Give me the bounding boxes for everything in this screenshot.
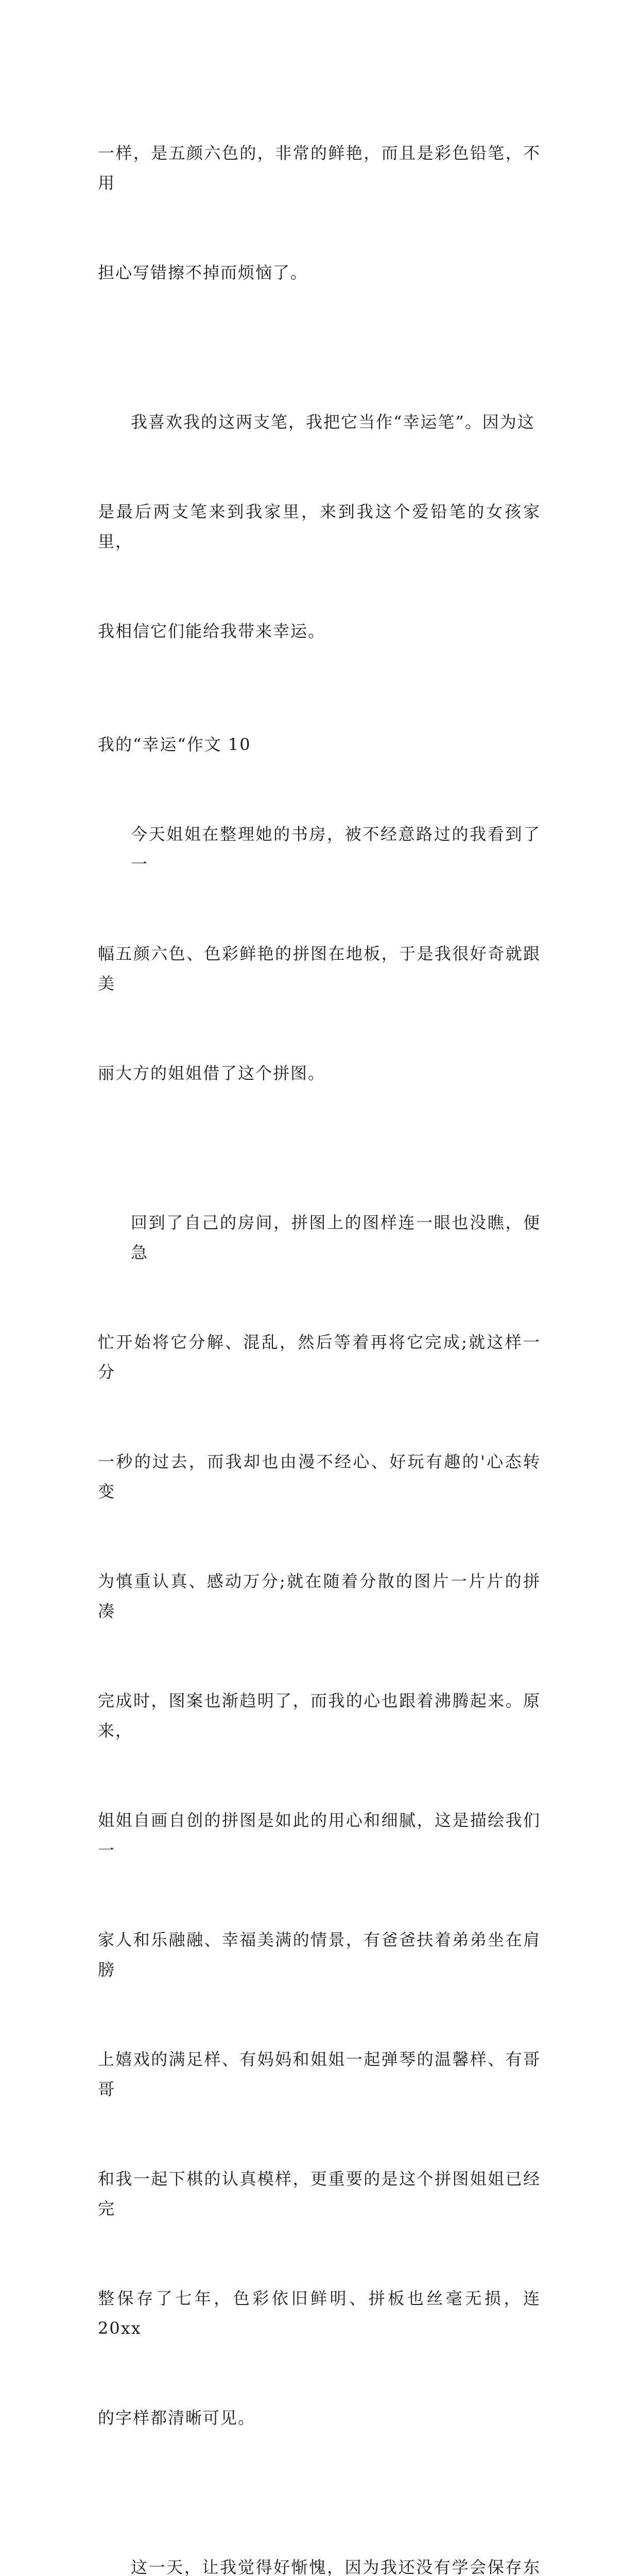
- text-line: 家人和乐融融、幸福美满的情景，有爸爸扶着弟弟坐在肩膀: [98, 1930, 541, 1979]
- text-line: 和我一起下棋的认真模样，更重要的是这个拼图姐姐已经完: [98, 2169, 541, 2218]
- text-line: 丽大方的姐姐借了这个拼图。: [98, 1063, 326, 1083]
- text-line: 回到了自己的房间，拼图上的图样连一眼也没瞧，便急: [131, 1213, 541, 1262]
- paragraph-this-day: [98, 2493, 541, 2576]
- text-line: 完成时，图案也渐趋明了，而我的心也跟着沸腾起来。原来，: [98, 1691, 541, 1740]
- paragraph-lucky-pen: [98, 347, 541, 706]
- text-line: 上嬉戏的满足样、有妈妈和姐姐一起弹琴的温馨样、有哥哥: [98, 2049, 541, 2099]
- text-line: 这一天，让我觉得好惭愧，因为我还没有学会保存东: [131, 2557, 541, 2576]
- essay-heading: 我的“幸运“作文 10: [98, 735, 251, 754]
- text-line: 今天姐姐在整理她的书房，被不经意路过的我看到了一: [131, 824, 541, 874]
- text-line: 幅五颜六色、色彩鲜艳的拼图在地板，于是我很好奇就跟美: [98, 944, 541, 993]
- text-line: 是最后两支笔来到我家里，来到我这个爱铅笔的女孩家里，: [98, 502, 541, 551]
- text-line: 我相信它们能给我带来幸运。: [98, 621, 326, 641]
- paragraph-continuation: [98, 78, 541, 347]
- text-line: 为慎重认真、感动万分;就在随着分散的图片一片片的拼凑: [98, 1571, 541, 1621]
- text-line: 一秒的过去，而我却也由漫不经心、好玩有趣的'心态转变: [98, 1452, 541, 1501]
- paragraph-assembling-puzzle: [98, 1148, 547, 2493]
- text-line: 的字样都清晰可见。: [98, 2408, 256, 2428]
- text-line: 忙开始将它分解、混乱，然后等着再将它完成;就这样一分: [98, 1332, 541, 1382]
- text-line: 担心写错擦不掉而烦恼了。: [98, 263, 308, 282]
- text-line: 我喜欢我的这两支笔，我把它当作“幸运笔”。因为这: [131, 412, 535, 432]
- paragraph-sister-puzzle: [98, 759, 541, 1148]
- document-body: [98, 78, 547, 2576]
- text-line: 姐姐自画自创的拼图是如此的用心和细腻，这是描绘我们一: [98, 1810, 541, 1860]
- text-line: 整保存了七年，色彩依旧鲜明、拼板也丝毫无损，连 20xx: [98, 2289, 547, 2338]
- text-line: 一样，是五颜六色的，非常的鲜艳，而且是彩色铅笔，不用: [98, 143, 541, 193]
